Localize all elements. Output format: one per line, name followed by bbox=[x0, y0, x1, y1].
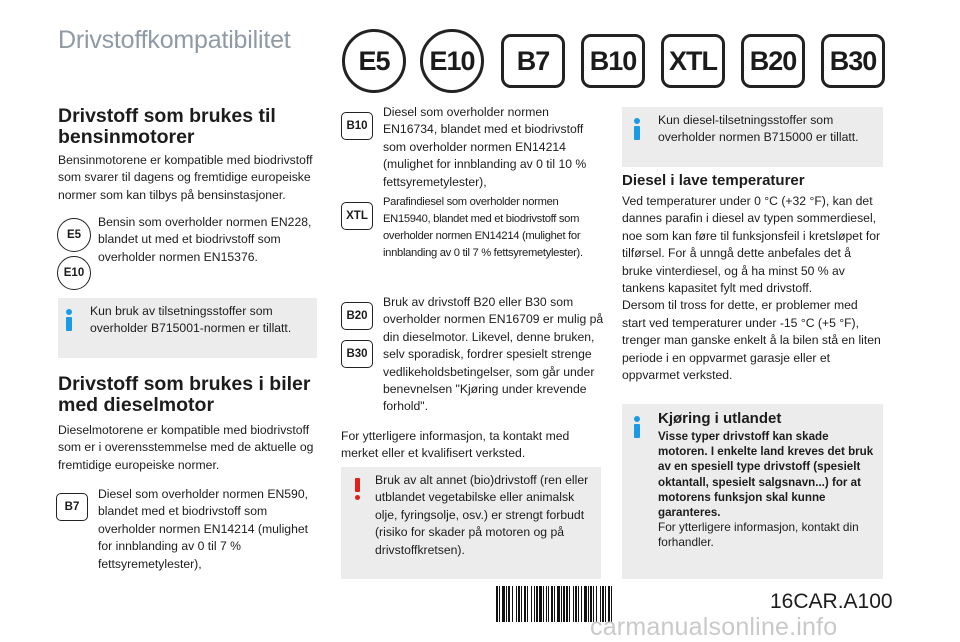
petrol-badge-e10: E10 bbox=[57, 256, 91, 290]
low-temp-paragraph-1: Ved temperaturer under 0 °C (+32 °F), kan det dannes parafin i diesel av typen sommerdiesel, noe som kan føre til funksjonsfeil i kretsløpet for tilførsel. For å unngå dette anbefales det å bruke vinterdiesel, og å ha minst 50 % av tankens kapasitet fylt med drivstoff. bbox=[622, 194, 881, 296]
b10-badge: B10 bbox=[341, 112, 373, 140]
xtl-text: Parafindiesel som overholder normen EN15940, blandet med et biodrivstoff som overholder normen EN14214 (mulighet for innblanding av 0 til 7 % fettsyremetylester). bbox=[383, 196, 583, 259]
info-icon bbox=[632, 118, 642, 140]
warning-icon bbox=[353, 478, 363, 500]
warning-box bbox=[341, 467, 601, 579]
b20-badge: B20 bbox=[341, 302, 373, 330]
b10-text: Diesel som overholder normen EN16734, blandet med et biodrivstoff som overholder normen EN14214 (mulighet for innblanding av 0 til 10 % fettsyremetylester), bbox=[383, 105, 587, 189]
diesel-badge-b7: B7 bbox=[56, 493, 88, 521]
page-title: Drivstoffkompatibilitet bbox=[58, 26, 291, 54]
diesel-note-text: Kun diesel-tilsetningsstoffer som overholder normen B715000 er tillatt. bbox=[658, 113, 859, 145]
low-temp-text bbox=[622, 193, 884, 384]
reference-code: 16CAR.A100 bbox=[770, 590, 893, 613]
more-info-text: For ytterligere informasjon, ta kontakt med merket eller et kvalifisert verksted. bbox=[341, 429, 570, 461]
xtl-badge: XTL bbox=[341, 202, 373, 230]
abroad-box bbox=[622, 404, 883, 579]
badge-b30: B30 bbox=[821, 34, 885, 88]
watermark: carmanualsonline.info bbox=[590, 613, 838, 641]
badge-b7: B7 bbox=[501, 34, 565, 88]
diesel-heading: Drivstoff som brukes i biler med dieselmotor bbox=[58, 373, 311, 416]
diesel-intro: Dieselmotorene er kompatible med biodrivstoff som er i overensstemmelse med de aktuelle og fremtidige europeiske normer. bbox=[58, 423, 314, 472]
badge-b20: B20 bbox=[741, 34, 805, 88]
b20-text: Bruk av drivstoff B20 eller B30 som overholder normen EN16709 er mulig på din dieselmotor. Likevel, denne bruken, selv sporadisk, fordrer spesielt strenge vedlikeholdsbetingelser, som går under benevnelsen "Kjøring under krevende forhold". bbox=[383, 295, 604, 414]
abroad-text: For ytterligere informasjon, kontakt din forhandler. bbox=[658, 520, 859, 550]
petrol-text: Bensin som overholder normen EN228, blandet ut med et biodrivstoff som overholder normen EN15376. bbox=[98, 215, 312, 264]
info-icon bbox=[64, 309, 74, 331]
b30-badge: B30 bbox=[341, 340, 373, 368]
diesel-note-box bbox=[622, 107, 883, 167]
diesel-text: Diesel som overholder normen EN590, blandet med et biodrivstoff som overholder normen EN14214 (mulighet for innblanding av 0 til 7 % fettsyremetylester), bbox=[98, 487, 309, 571]
warning-text: Bruk av alt annet (bio)drivstoff (ren eller utblandet vegetabilske eller animalsk olje, fyringsolje, osv.) er strengt forbudt (risiko for skader på motoren og på drivstoffkretsen). bbox=[375, 473, 589, 557]
badge-e5: E5 bbox=[342, 29, 406, 93]
abroad-content bbox=[658, 410, 880, 551]
abroad-bold-text: Visse typer drivstoff kan skade motoren. I enkelte land kreves det bruk av en spesiell type drivstoff (spesielt oktantall, spesielt salgsnavn...) for at motorens funksjon skal kunne garanteres. bbox=[658, 430, 874, 520]
petrol-badge-e5: E5 bbox=[57, 218, 91, 252]
petrol-section bbox=[58, 106, 320, 204]
petrol-note-text: Kun bruk av tilsetningsstoffer som overholder B715001-normen er tillatt. bbox=[90, 304, 292, 336]
abroad-heading: Kjøring i utlandet bbox=[658, 410, 782, 427]
badge-e10: E10 bbox=[420, 29, 484, 93]
badge-xtl: XTL bbox=[661, 34, 725, 88]
petrol-heading: Drivstoff som brukes til bensinmotorer bbox=[58, 105, 276, 148]
low-temp-heading: Diesel i lave temperaturer bbox=[622, 172, 805, 189]
info-icon bbox=[632, 416, 642, 438]
low-temp-paragraph-2: Dersom til tross for dette, er problemer med start ved temperaturer under -15 °C (+5 °F), trenger man ganske enkelt å la bilen stå en liten periode i en oppvarmet garasje eller et oppvarmet verksted. bbox=[622, 298, 881, 383]
badge-b10: B10 bbox=[581, 34, 645, 88]
petrol-intro: Bensinmotorene er kompatible med biodrivstoff som svarer til dagens og fremtidige europeiske normer som kan tilbys på bensinstasjoner. bbox=[58, 153, 313, 202]
petrol-note-box bbox=[58, 298, 317, 358]
diesel-section bbox=[58, 374, 320, 474]
